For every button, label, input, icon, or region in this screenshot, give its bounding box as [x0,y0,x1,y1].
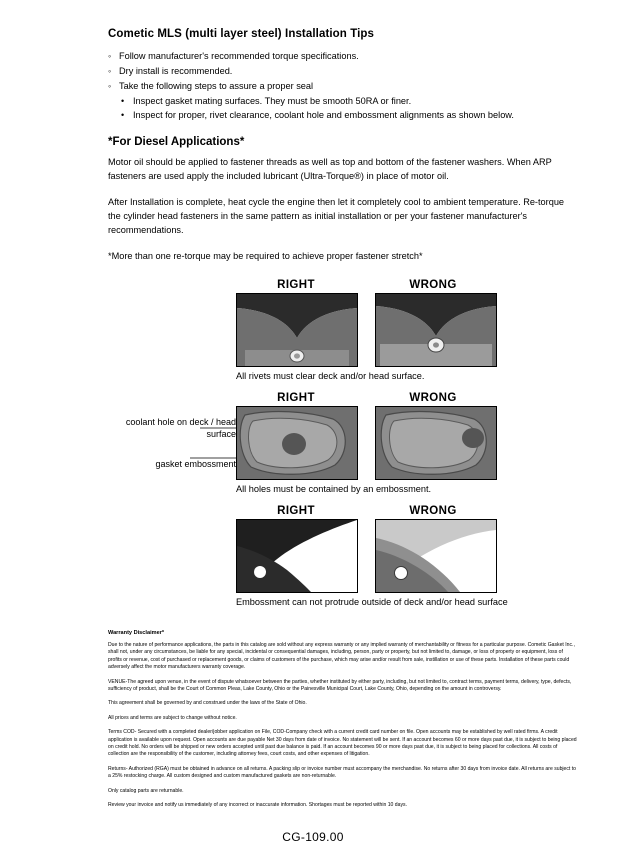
warranty-paragraph: Returns- Authorized (RGA) must be obtained in advance on all returns. A packing slip or invoice number must accompany the merchandise. No returns after 30 days from invoice date. All returns are subject to a 25% restocking charge. All custom designed and custom manufactured gaskets are non-returnable. [108,765,577,780]
figure-embossment-wrong-image [375,406,497,480]
figure-protrusion [236,505,578,608]
rivet-right-illustration [237,294,357,366]
figure-rivets-right-image [236,293,358,367]
figure-rivets-wrong-image [375,293,497,367]
figure-embossment-right-image [236,406,358,480]
figure-protrusion-right-image [236,519,358,593]
warranty-paragraph: Due to the nature of performance applications, the parts in this catalog are sold without any express warranty or any implied warranty of merchantability or fitness for a particular purpose. Cometic Gasket Inc., shall not, under any circumstances, be liable for any special, incidental or consequential damages, including, person, party or property, but not limited to, damage, or loss of property or equipment, loss of profits or revenue, cost of purchased or replacement goods, or claims of customers of the purchase, which may arise and/or result from sale, instillation or use of these parts. Installation of these parts could adversely affect the motor manufacturers warranty coverage. [108,642,575,671]
warranty-paragraph: Terms COD- Secured with a completed dealer/jobber application on File, COD-Company check with a current credit card number on file. Open accounts may be established by well rated firms. A credit application is available upon request. Open accounts are due payable Net 30 days from date of invoice. No statement will be sent. If an account becomes 60 or more days past due, it is subject to being placed on credit hold. No orders will be shipped or new orders accepted until past due balance is paid. If an account becomes 90 or more days past due, it is subject to being placed for collections. All costs of collection are the responsibility of the customer, including attorney fees, court costs, and other expenses of litigation. [108,729,577,758]
warranty-paragraph: All prices and terms are subject to change without notice. [108,714,237,721]
embossment-wrong-illustration [376,407,496,479]
figure-rivets [236,279,578,382]
protrusion-right-illustration [237,520,357,592]
list-item-text: Take the following steps to assure a proper seal [119,81,314,91]
installation-tips-list [108,49,578,122]
figure-embossment-caption: All holes must be contained by an embossment. [236,484,432,494]
list-item-text: Follow manufacturer's recommended torque specifications. [119,51,359,61]
figures-section [108,279,578,608]
callout-coolant-hole: coolant hole on deck / head surface [125,417,236,439]
warranty-disclaimer-section [108,630,578,810]
figure-rivets-caption: All rivets must clear deck and/or head surface. [236,371,425,381]
callout-gasket-embossment: gasket embossment [155,459,236,469]
figure-label-right: RIGHT [277,505,315,517]
figure-rivets-labels [236,279,578,293]
list-item [108,79,578,122]
figure-label-right: RIGHT [277,279,315,291]
figure-label-wrong: WRONG [409,392,457,404]
figure-embossment [125,392,578,495]
rivet-wrong-illustration [376,294,496,366]
list-item [108,64,578,78]
figure-protrusion-caption: Embossment can not protrude outside of deck and/or head surface [236,597,508,607]
warranty-paragraph: This agreement shall be governed by and construed under the laws of the State of Ohio. [108,700,307,707]
warranty-paragraph: Review your invoice and notify us immediately of any incorrect or inaccurate information. Shortages must be reported within 10 days. [108,802,407,809]
warranty-paragraph: VENUE-The agreed upon venue, in the event of dispute whatsoever between the parties, whether instituted by either party, including, but not limited to, contract terms, payment terms, delivery, type, defects, sufficiency of product, shall be the Court of Common Pleas, Lake County, Ohio or the Painesville Municipal Court, Lake County, Ohio, depending on the amount in controversy. [108,678,572,693]
figure-label-wrong: WRONG [409,279,457,291]
figure-label-wrong: WRONG [409,505,457,517]
paragraph-retorque-note: *More than one re-torque may be required to achieve proper fastener stretch* [108,251,423,261]
figure-embossment-callouts [108,402,236,470]
document-code: CG-109.00 [282,829,344,844]
callout-leader-lines [108,402,236,482]
figure-label-right: RIGHT [277,392,315,404]
figure-rivets-images [236,293,578,367]
warranty-paragraph: Only catalog parts are returnable. [108,787,184,794]
embossment-right-illustration [237,407,357,479]
figure-protrusion-images [236,519,578,593]
list-item [108,49,578,63]
figure-protrusion-labels [236,505,578,519]
warranty-heading: Warranty Disclaimer* [108,630,165,636]
diesel-applications-heading: *For Diesel Applications* [108,136,245,148]
sub-list-item: • Inspect gasket mating surfaces. They must be smooth 50RA or finer. [119,94,578,108]
page-title: Cometic MLS (multi layer steel) Installation Tips [108,28,375,40]
sub-list-item: • Inspect for proper, rivet clearance, coolant hole and embossment alignments as shown below. [119,108,578,122]
figure-embossment-labels [236,392,578,406]
paragraph-motor-oil: Motor oil should be applied to fastener threads as well as top and bottom of the fastener washers. When ARP fasteners are used apply the included lubricant (Ultra-Torque®) in place of motor oil. [108,157,552,181]
figure-protrusion-wrong-image [375,519,497,593]
figure-embossment-images [236,406,578,480]
list-item-text: Dry install is recommended. [119,66,233,76]
sub-list [119,94,578,122]
protrusion-wrong-illustration [376,520,496,592]
paragraph-heat-cycle: After Installation is complete, heat cycle the engine then let it completely cool to ambient temperature. Re-torque the cylinder head fasteners in the same pattern as initial installation or per your fastener manufacturer's recommendations. [108,197,565,235]
